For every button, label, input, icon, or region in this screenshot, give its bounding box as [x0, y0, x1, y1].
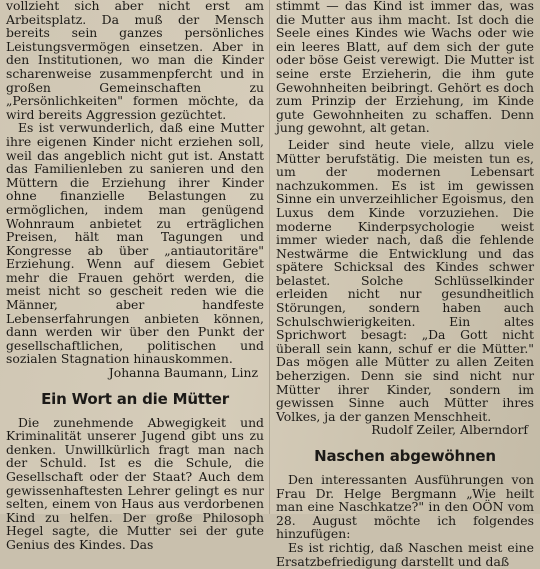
article-heading: Naschen abgewöhnen: [314, 447, 496, 465]
letter-paragraph: Es ist verwunderlich, daß eine Mutter ihre eigenen Kinder nicht erziehen soll, weil das angeblich nicht gut ist. Anstatt das Familienleben zu sanieren und den Müttern die Erziehung ihrer Kinder ohne finanzielle Belastungen zu ermöglichen, indem man genügend Wohnraum anbietet zu erträglichen Preisen, hält man Tagungen und Kongresse ab über „antiautoritäre" Erziehung. Wenn auf diesem Gebiet mehr die Frauen gehört werden, die meist nicht so gescheit reden wie die Männer, aber handfeste Lebenserfahrungen anbieten können, dann werden wir über den Punkt der gesellschaftlichen, politischen und sozialen Stagnation hinauskommen.: [6, 120, 264, 367]
letter-signature: Johanna Baumann, Linz: [108, 365, 258, 381]
column-divider: [269, 0, 270, 514]
left-column: [6, 0, 264, 552]
right-column: [276, 0, 534, 568]
letter-paragraph: stimmt — das Kind ist immer das, was die Mutter aus ihm macht. Ist doch die Seele eines Kindes wie Wachs oder wie ein leeres Blatt, auf dem sich der gute oder böse Geist verewigt. Die Mutter ist seine erste Erzieherin, die ihm gute Gewohnheiten beibringt. Gehört es doch zum Prinzip der Erziehung, im Kinde gute Gewohnheiten zu schaffen. Denn jung gewohnt, alt getan.: [276, 0, 534, 136]
letter-paragraph: Den interessanten Ausführungen von Frau Dr. Helge Bergmann „Wie heilt man eine Naschkatze?" in den OÖN vom 28. August möchte ich folgendes hinzufügen:: [276, 472, 534, 542]
letter-paragraph: Es ist richtig, daß Naschen meist eine Ersatzbefriedigung darstellt und daß: [276, 539, 534, 569]
letter-paragraph: Die zunehmende Abwegigkeit und Kriminalität unserer Jugend gibt uns zu denken. Unwillkürlich fragt man nach der Schuld. Ist es die Schule, die Gesellschaft oder der Staat? Auch dem gewissenhaftesten Lehrer gelingt es nur selten, einem von Haus aus verdorbenen Kind zu helfen. Der große Philosoph Hegel sagte, die Mutter sei der gute Genius des Kindes. Das: [6, 414, 264, 552]
letter-signature: Rudolf Zeiler, Alberndorf: [371, 422, 528, 438]
letter-paragraph: vollzieht sich aber nicht erst am Arbeitsplatz. Da muß der Mensch bereits sein ganzes persönliches Leistungsvermögen einsetzen. Aber in den Institutionen, wo man die Kinder scharenweise zusammenpfercht und in großen Gemeinschaften zu „Persönlichkeiten" formen möchte, da wird bereits Aggression gezüchtet.: [6, 0, 264, 122]
letter-paragraph: Leider sind heute viele, allzu viele Mütter berufstätig. Die meisten tun es, um der modernen Lebensart nachzukommen. Es ist im gewissen Sinne ein unverzeihlicher Egoismus, den Luxus dem Kinde vorzuziehen. Die moderne Kinderpsychologie weist immer wieder nach, daß die fehlende Nestwärme die Entwicklung und das spätere Schicksal des Kindes schwer belastet. Solche Schlüsselkinder erleiden nicht nur gesundheitlich Störungen, sondern haben auch Schulschwierigkeiten. Ein altes Sprichwort besagt: „Da Gott nicht überall sein kann, schuf er die Mütter." Das mögen alle Mütter zu allen Zeiten beherzigen. Denn sie sind nicht nur Mütter ihrer Kinder, sondern im gewissen Sinne auch Mütter ihres Volkes, ja der ganzen Menschheit.: [276, 136, 534, 424]
article-heading: Ein Wort an die Mütter: [41, 389, 229, 408]
